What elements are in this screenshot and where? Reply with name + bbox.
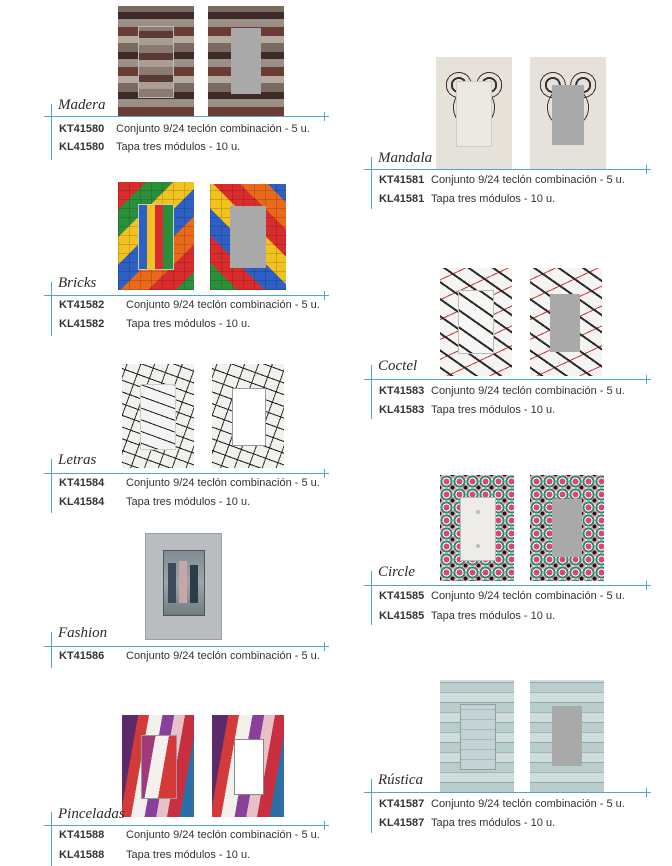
- product-code: KL41582: [59, 318, 105, 330]
- product-desc: Conjunto 9/24 teclón combinación - 5 u.: [126, 477, 320, 489]
- product-code: KL41588: [59, 849, 105, 861]
- product-name-fashion: Fashion: [58, 625, 108, 641]
- coctel-switch-image: [440, 268, 512, 376]
- product-code: KL41585: [379, 610, 425, 622]
- product-code: KL41583: [379, 404, 425, 416]
- product-desc: Tapa tres módulos - 10 u.: [431, 610, 556, 622]
- fashion-switch-image: [145, 533, 222, 640]
- bricks-switch-image: [118, 182, 194, 290]
- product-desc: Tapa tres módulos - 10 u.: [431, 193, 556, 205]
- product-name-madera: Madera: [58, 97, 106, 113]
- product-desc: Conjunto 9/24 teclón combinación - 5 u.: [116, 123, 310, 135]
- product-desc: Tapa tres módulos - 10 u.: [431, 817, 556, 829]
- product-desc: Conjunto 9/24 teclón combinación - 5 u.: [431, 798, 625, 810]
- product-name-rustica: Rústica: [378, 772, 423, 788]
- product-name-mandala: Mandala: [378, 150, 433, 166]
- product-code: KT41580: [59, 123, 105, 135]
- product-name-letras: Letras: [58, 452, 97, 468]
- product-desc: Conjunto 9/24 teclón combinación - 5 u.: [431, 385, 625, 397]
- madera-switch-image: [118, 6, 194, 116]
- product-name-pinceladas: Pinceladas: [58, 806, 125, 822]
- product-code: KT41583: [379, 385, 425, 397]
- product-desc: Conjunto 9/24 teclón combinación - 5 u.: [126, 829, 320, 841]
- bricks-cover-image: [210, 184, 286, 290]
- product-code: KL41581: [379, 193, 425, 205]
- letras-switch-image: [122, 364, 194, 468]
- product-desc: Conjunto 9/24 teclón combinación - 5 u.: [126, 650, 320, 662]
- product-desc: Conjunto 9/24 teclón combinación - 5 u.: [126, 299, 320, 311]
- mandala-cover-image: [530, 57, 606, 169]
- circle-cover-image: [530, 475, 604, 581]
- product-name-circle: Circle: [378, 564, 415, 580]
- product-desc: Conjunto 9/24 teclón combinación - 5 u.: [431, 590, 625, 602]
- product-desc: Tapa tres módulos - 10 u.: [126, 496, 251, 508]
- mandala-switch-image: [436, 57, 512, 169]
- product-name-coctel: Coctel: [378, 358, 418, 374]
- product-desc: Tapa tres módulos - 10 u.: [431, 404, 556, 416]
- product-code: KT41588: [59, 829, 105, 841]
- product-desc: Tapa tres módulos - 10 u.: [126, 318, 251, 330]
- product-code: KT41581: [379, 174, 425, 186]
- rustica-cover-image: [530, 680, 604, 792]
- circle-switch-image: [440, 475, 514, 581]
- product-code: KT41584: [59, 477, 105, 489]
- product-code: KT41586: [59, 650, 105, 662]
- product-code: KL41584: [59, 496, 105, 508]
- rustica-switch-image: [440, 680, 514, 792]
- product-code: KT41587: [379, 798, 425, 810]
- product-code: KT41585: [379, 590, 425, 602]
- product-desc: Conjunto 9/24 teclón combinación - 5 u.: [431, 174, 625, 186]
- letras-cover-image: [212, 364, 284, 468]
- madera-cover-image: [208, 6, 284, 116]
- product-name-bricks: Bricks: [58, 275, 97, 291]
- product-code: KL41587: [379, 817, 425, 829]
- product-desc: Tapa tres módulos - 10 u.: [116, 141, 241, 153]
- product-desc: Tapa tres módulos - 10 u.: [126, 849, 251, 861]
- pinceladas-cover-image: [212, 715, 284, 817]
- pinceladas-switch-image: [122, 715, 194, 817]
- product-code: KL41580: [59, 141, 105, 153]
- product-code: KT41582: [59, 299, 105, 311]
- coctel-cover-image: [530, 268, 602, 376]
